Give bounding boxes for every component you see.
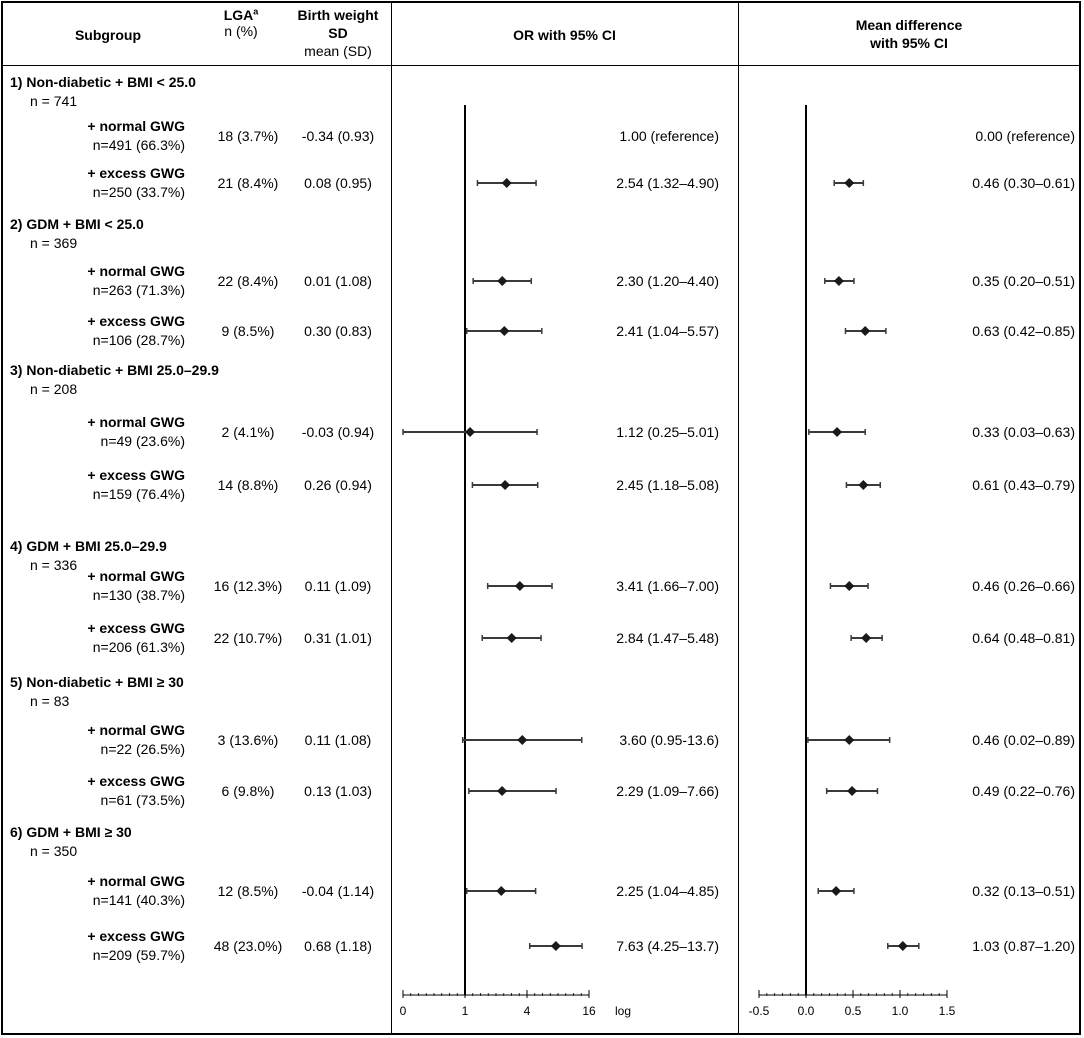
row-or-text: 1.00 (reference) (619, 128, 719, 144)
x-axis-tick-label: 1 (461, 1004, 469, 1018)
row-md-text: 0.64 (0.48–0.81) (972, 630, 1075, 646)
row-md-text: 0.46 (0.02–0.89) (972, 732, 1075, 748)
row-n: n=209 (59.7%) (92, 947, 185, 963)
group-title: 4) GDM + BMI 25.0–29.9 (10, 538, 167, 554)
row-label: + normal GWG (87, 263, 185, 279)
header-bw-line1: Birth weight (297, 7, 379, 23)
group-title: 5) Non-diabetic + BMI ≥ 30 (10, 674, 184, 690)
row-label: + normal GWG (87, 873, 185, 889)
row-bw: -0.03 (0.94) (301, 424, 375, 440)
point-estimate-diamond (832, 427, 842, 437)
row-md-text: 0.49 (0.22–0.76) (972, 783, 1075, 799)
row-lga: 6 (9.8%) (221, 783, 275, 799)
row-n: n=141 (40.3%) (92, 892, 185, 908)
forest-plot-table (1, 1, 1081, 1035)
x-axis-scale-label: log (615, 1004, 632, 1018)
header-lga: LGA$^a$ (223, 6, 259, 23)
row-n: n=491 (66.3%) (92, 137, 185, 153)
x-axis-tick-label: 1.0 (891, 1004, 909, 1018)
row-or-text: 3.60 (0.95-13.6) (619, 732, 719, 748)
row-n: n=106 (28.7%) (92, 332, 185, 348)
point-estimate-diamond (860, 326, 870, 336)
row-or-text: 2.41 (1.04–5.57) (616, 323, 719, 339)
row-md-text: 0.61 (0.43–0.79) (972, 477, 1075, 493)
row-n: n=263 (71.3%) (92, 282, 185, 298)
point-estimate-diamond (844, 735, 854, 745)
x-axis-tick-label: 4 (523, 1004, 531, 1018)
point-estimate-diamond (515, 581, 525, 591)
group-title: 2) GDM + BMI < 25.0 (10, 216, 144, 232)
group-n: n = 336 (30, 557, 78, 573)
x-axis-tick-label: 0.5 (844, 1004, 862, 1018)
row-n: n=159 (76.4%) (92, 486, 185, 502)
point-estimate-diamond (499, 326, 509, 336)
row-lga: 16 (12.3%) (213, 578, 283, 594)
row-md-text: 0.63 (0.42–0.85) (972, 323, 1075, 339)
header-bw-line3: mean (SD) (304, 43, 372, 59)
point-estimate-diamond (517, 735, 527, 745)
row-n: n=130 (38.7%) (92, 587, 185, 603)
row-lga: 22 (10.7%) (213, 630, 283, 646)
row-n: n=206 (61.3%) (92, 639, 185, 655)
x-axis-tick-label: 0 (399, 1004, 407, 1018)
group-n: n = 350 (30, 843, 78, 859)
point-estimate-diamond (898, 941, 908, 951)
point-estimate-diamond (831, 886, 841, 896)
row-label: + excess GWG (87, 165, 185, 181)
row-n: n=49 (23.6%) (100, 433, 185, 449)
row-lga: 12 (8.5%) (217, 883, 279, 899)
x-axis-tick-label: 0.0 (797, 1004, 815, 1018)
point-estimate-diamond (465, 427, 475, 437)
group-n: n = 83 (30, 693, 70, 709)
point-estimate-diamond (497, 786, 507, 796)
point-estimate-diamond (861, 633, 871, 643)
point-estimate-diamond (844, 581, 854, 591)
row-lga: 14 (8.8%) (217, 477, 279, 493)
group-n: n = 741 (30, 93, 78, 109)
row-bw: 0.31 (1.01) (304, 630, 372, 646)
point-estimate-diamond (507, 633, 517, 643)
row-n: n=61 (73.5%) (100, 792, 185, 808)
row-lga: 9 (8.5%) (221, 323, 275, 339)
row-label: + excess GWG (87, 773, 185, 789)
header-bw-line2: SD (328, 25, 348, 41)
row-md-text: 0.32 (0.13–0.51) (972, 883, 1075, 899)
header-or-title: OR with 95% CI (513, 27, 616, 43)
group-title: 1) Non-diabetic + BMI < 25.0 (10, 74, 196, 90)
row-label: + normal GWG (87, 722, 185, 738)
point-estimate-diamond (858, 480, 868, 490)
row-or-text: 2.45 (1.18–5.08) (616, 477, 719, 493)
row-or-text: 2.25 (1.04–4.85) (616, 883, 719, 899)
row-md-text: 0.00 (reference) (975, 128, 1075, 144)
point-estimate-diamond (834, 276, 844, 286)
header-subgroup: Subgroup (74, 27, 142, 43)
point-estimate-diamond (502, 178, 512, 188)
row-label: + excess GWG (87, 928, 185, 944)
row-bw: 0.30 (0.83) (304, 323, 372, 339)
row-or-text: 7.63 (4.25–13.7) (616, 938, 719, 954)
row-bw: 0.26 (0.94) (304, 477, 372, 493)
row-label: + excess GWG (87, 313, 185, 329)
row-label: + excess GWG (87, 620, 185, 636)
point-estimate-diamond (551, 941, 561, 951)
group-n: n = 208 (30, 381, 78, 397)
forest-plots (3, 3, 1079, 1033)
header-md-line1: Mean difference (855, 17, 963, 33)
row-or-text: 1.12 (0.25–5.01) (616, 424, 719, 440)
row-md-text: 0.35 (0.20–0.51) (972, 273, 1075, 289)
x-axis-tick-label: 16 (582, 1004, 596, 1018)
row-label: + normal GWG (87, 414, 185, 430)
row-n: n=22 (26.5%) (100, 741, 185, 757)
row-md-text: 0.46 (0.30–0.61) (972, 175, 1075, 191)
x-axis-tick-label: 1.5 (938, 1004, 956, 1018)
row-label: + normal GWG (87, 568, 185, 584)
row-bw: -0.04 (1.14) (301, 883, 375, 899)
row-or-text: 2.54 (1.32–4.90) (616, 175, 719, 191)
row-bw: 0.13 (1.03) (304, 783, 372, 799)
group-title: 6) GDM + BMI ≥ 30 (10, 824, 132, 840)
x-axis-tick-label: -0.5 (748, 1004, 770, 1018)
row-md-text: 1.03 (0.87–1.20) (972, 938, 1075, 954)
row-bw: 0.08 (0.95) (304, 175, 372, 191)
point-estimate-diamond (496, 886, 506, 896)
row-bw: 0.11 (1.08) (304, 732, 372, 748)
row-md-text: 0.46 (0.26–0.66) (972, 578, 1075, 594)
row-or-text: 3.41 (1.66–7.00) (616, 578, 719, 594)
row-bw: 0.68 (1.18) (304, 938, 372, 954)
point-estimate-diamond (497, 276, 507, 286)
point-estimate-diamond (844, 178, 854, 188)
group-title: 3) Non-diabetic + BMI 25.0–29.9 (10, 362, 219, 378)
row-label: + normal GWG (87, 118, 185, 134)
row-lga: 22 (8.4%) (217, 273, 279, 289)
point-estimate-diamond (847, 786, 857, 796)
point-estimate-diamond (500, 480, 510, 490)
row-lga: 2 (4.1%) (221, 424, 275, 440)
header-md-line2: with 95% CI (870, 35, 948, 51)
row-bw: 0.11 (1.09) (304, 578, 372, 594)
row-or-text: 2.29 (1.09–7.66) (616, 783, 719, 799)
row-md-text: 0.33 (0.03–0.63) (972, 424, 1075, 440)
row-bw: -0.34 (0.93) (301, 128, 375, 144)
row-lga: 18 (3.7%) (217, 128, 279, 144)
row-lga: 48 (23.0%) (213, 938, 283, 954)
header-lga-sub: n (%) (224, 23, 258, 39)
row-n: n=250 (33.7%) (92, 184, 185, 200)
row-label: + excess GWG (87, 467, 185, 483)
row-or-text: 2.84 (1.47–5.48) (616, 630, 719, 646)
row-lga: 3 (13.6%) (217, 732, 279, 748)
row-lga: 21 (8.4%) (217, 175, 279, 191)
group-n: n = 369 (30, 235, 78, 251)
row-bw: 0.01 (1.08) (304, 273, 372, 289)
row-or-text: 2.30 (1.20–4.40) (616, 273, 719, 289)
